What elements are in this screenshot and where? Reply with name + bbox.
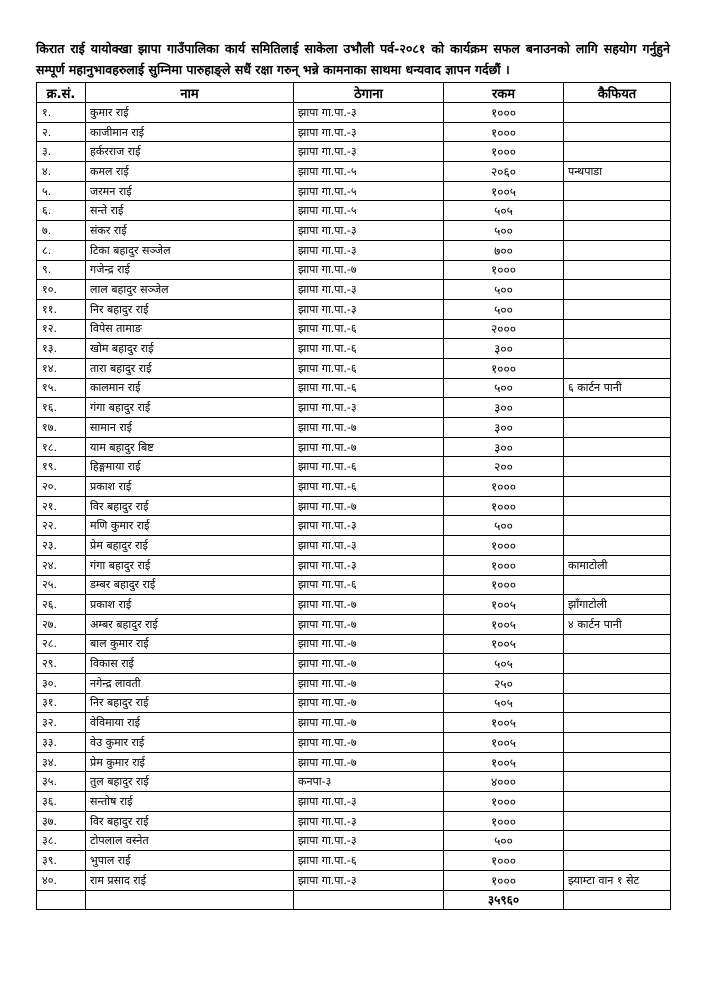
- cell-serial: १५.: [37, 378, 86, 398]
- cell-name: सन्ते राई: [86, 201, 294, 221]
- cell-name: लाल बहादुर सञ्जेल: [86, 280, 294, 300]
- cell-address: झापा गा.पा.-५: [294, 201, 444, 221]
- donor-table: [36, 82, 671, 910]
- cell-amount: १०००: [444, 358, 564, 378]
- cell-address: कनपा-३: [294, 772, 444, 792]
- table-row: [37, 595, 671, 615]
- cell-amount: २०००: [444, 319, 564, 339]
- cell-name: हिङ्गमाया राई: [86, 457, 294, 477]
- cell-amount: ३००: [444, 437, 564, 457]
- cell-serial: १७.: [37, 418, 86, 438]
- table-row: [37, 240, 671, 260]
- cell-address: झापा गा.पा.-७: [294, 713, 444, 733]
- cell-serial: ११.: [37, 299, 86, 319]
- cell-remarks: [564, 181, 671, 201]
- table-row: [37, 693, 671, 713]
- cell-remarks: [564, 654, 671, 674]
- cell-remarks: [564, 752, 671, 772]
- cell-address: झापा गा.पा.-६: [294, 575, 444, 595]
- total-blank-5: [564, 890, 671, 910]
- cell-serial: ३८.: [37, 831, 86, 851]
- cell-remarks: [564, 772, 671, 792]
- cell-amount: ५००: [444, 831, 564, 851]
- cell-amount: १०००: [444, 103, 564, 123]
- table-row: [37, 477, 671, 497]
- cell-remarks: झ्याम्टा वान १ सेट: [564, 870, 671, 890]
- cell-amount: ५००: [444, 280, 564, 300]
- cell-remarks: [564, 142, 671, 162]
- cell-remarks: [564, 634, 671, 654]
- table-row: [37, 201, 671, 221]
- cell-remarks: [564, 260, 671, 280]
- cell-address: झापा गा.पा.-३: [294, 792, 444, 812]
- cell-serial: ९.: [37, 260, 86, 280]
- cell-amount: ५००: [444, 299, 564, 319]
- table-header-row: [37, 83, 671, 103]
- cell-remarks: [564, 496, 671, 516]
- cell-address: झापा गा.पा.-३: [294, 122, 444, 142]
- cell-name: प्रकाश राई: [86, 477, 294, 497]
- cell-amount: ३००: [444, 418, 564, 438]
- cell-address: झापा गा.पा.-५: [294, 181, 444, 201]
- header-address: ठेगाना: [294, 83, 444, 103]
- cell-address: झापा गा.पा.-७: [294, 634, 444, 654]
- cell-amount: ५०५: [444, 693, 564, 713]
- cell-name: गंगा बहादुर राई: [86, 398, 294, 418]
- cell-address: झापा गा.पा.-७: [294, 496, 444, 516]
- cell-remarks: [564, 831, 671, 851]
- table-row: [37, 260, 671, 280]
- document-page: [36, 38, 670, 910]
- table-row: [37, 496, 671, 516]
- cell-amount: ३००: [444, 398, 564, 418]
- cell-amount: ५०५: [444, 654, 564, 674]
- header-remarks: कैफियत: [564, 83, 671, 103]
- cell-amount: ५००: [444, 516, 564, 536]
- cell-serial: २८.: [37, 634, 86, 654]
- cell-amount: २०६०: [444, 162, 564, 182]
- cell-serial: ३६.: [37, 792, 86, 812]
- cell-serial: २३.: [37, 536, 86, 556]
- cell-serial: २५.: [37, 575, 86, 595]
- header-serial: क्र.सं.: [37, 83, 86, 103]
- cell-name: गजेन्द्र राई: [86, 260, 294, 280]
- cell-name: तुल बहादुर राई: [86, 772, 294, 792]
- cell-remarks: कामाटोली: [564, 555, 671, 575]
- cell-remarks: [564, 733, 671, 753]
- cell-address: झापा गा.पा.-३: [294, 811, 444, 831]
- cell-address: झापा गा.पा.-३: [294, 536, 444, 556]
- total-amount: ३५९६०: [444, 890, 564, 910]
- cell-amount: १००५: [444, 181, 564, 201]
- cell-address: झापा गा.पा.-७: [294, 752, 444, 772]
- table-row: [37, 142, 671, 162]
- cell-remarks: ४ कार्टन पानी: [564, 614, 671, 634]
- cell-address: झापा गा.पा.-६: [294, 339, 444, 359]
- cell-name: टोपलाल वस्नेत: [86, 831, 294, 851]
- cell-remarks: [564, 299, 671, 319]
- cell-amount: १०००: [444, 122, 564, 142]
- cell-name: गंगा बहादुर राई: [86, 555, 294, 575]
- cell-serial: २०.: [37, 477, 86, 497]
- cell-name: विकास राई: [86, 654, 294, 674]
- cell-name: विर बहादुर राई: [86, 811, 294, 831]
- cell-serial: ३२.: [37, 713, 86, 733]
- cell-address: झापा गा.पा.-३: [294, 831, 444, 851]
- cell-address: झापा गा.पा.-७: [294, 614, 444, 634]
- cell-name: बाल कुमार राई: [86, 634, 294, 654]
- cell-remarks: [564, 418, 671, 438]
- table-row: [37, 713, 671, 733]
- cell-address: झापा गा.पा.-३: [294, 299, 444, 319]
- cell-name: विपेस तामाङ: [86, 319, 294, 339]
- cell-serial: १३.: [37, 339, 86, 359]
- cell-name: डम्बर बहादुर राई: [86, 575, 294, 595]
- cell-amount: ४०००: [444, 772, 564, 792]
- cell-address: झापा गा.पा.-३: [294, 555, 444, 575]
- document-heading: किरात राई यायोक्खा झापा गाउँपालिका कार्य समितिलाई साकेला उभौली पर्व-२०८१ को कार्यक्रम सफल बनाउनको लागि सहयोग गर्नुहुने सम्पूर्ण महानुभावहरुलाई सुम्निमा पारुहाङ्ले सधैं रक्षा गरुन् भन्ने कामनाका साथमा धन्यवाद ज्ञापन गर्दछौं ।: [36, 41, 670, 77]
- cell-amount: १००५: [444, 634, 564, 654]
- cell-amount: १०००: [444, 142, 564, 162]
- cell-name: मणि कुमार राई: [86, 516, 294, 536]
- cell-serial: ३३.: [37, 733, 86, 753]
- total-row: [37, 890, 671, 910]
- cell-serial: १४.: [37, 358, 86, 378]
- cell-address: झापा गा.पा.-६: [294, 378, 444, 398]
- cell-name: वेउ कुमार राई: [86, 733, 294, 753]
- cell-name: निर बहादुर राई: [86, 693, 294, 713]
- header-name: नाम: [86, 83, 294, 103]
- table-row: [37, 870, 671, 890]
- cell-serial: १६.: [37, 398, 86, 418]
- cell-serial: २७.: [37, 614, 86, 634]
- cell-name: हर्करराज राई: [86, 142, 294, 162]
- cell-amount: १००५: [444, 713, 564, 733]
- table-row: [37, 555, 671, 575]
- cell-remarks: [564, 398, 671, 418]
- cell-serial: ३०.: [37, 673, 86, 693]
- cell-address: झापा गा.पा.-६: [294, 851, 444, 871]
- table-row: [37, 358, 671, 378]
- table-row: [37, 673, 671, 693]
- cell-address: झापा गा.पा.-३: [294, 240, 444, 260]
- cell-remarks: [564, 339, 671, 359]
- cell-remarks: [564, 319, 671, 339]
- table-body: [37, 103, 671, 891]
- cell-name: सामान राई: [86, 418, 294, 438]
- cell-amount: २५०: [444, 673, 564, 693]
- cell-remarks: [564, 457, 671, 477]
- cell-serial: ५.: [37, 181, 86, 201]
- table-row: [37, 811, 671, 831]
- table-row: [37, 221, 671, 241]
- cell-amount: १०००: [444, 477, 564, 497]
- cell-address: झापा गा.पा.-३: [294, 870, 444, 890]
- cell-serial: ८.: [37, 240, 86, 260]
- cell-address: झापा गा.पा.-७: [294, 693, 444, 713]
- cell-address: झापा गा.पा.-५: [294, 162, 444, 182]
- cell-remarks: [564, 673, 671, 693]
- cell-serial: १०.: [37, 280, 86, 300]
- cell-amount: १०००: [444, 792, 564, 812]
- table-row: [37, 122, 671, 142]
- cell-remarks: [564, 358, 671, 378]
- cell-address: झापा गा.पा.-७: [294, 595, 444, 615]
- cell-amount: १०००: [444, 870, 564, 890]
- total-blank-3: [294, 890, 444, 910]
- table-row: [37, 339, 671, 359]
- table-row: [37, 614, 671, 634]
- cell-amount: १००५: [444, 752, 564, 772]
- table-row: [37, 516, 671, 536]
- cell-amount: १०००: [444, 260, 564, 280]
- cell-address: झापा गा.पा.-७: [294, 260, 444, 280]
- cell-name: कुमार राई: [86, 103, 294, 123]
- cell-serial: ४०.: [37, 870, 86, 890]
- cell-amount: १०००: [444, 811, 564, 831]
- cell-remarks: [564, 693, 671, 713]
- table-row: [37, 181, 671, 201]
- cell-amount: ३००: [444, 339, 564, 359]
- cell-amount: १०००: [444, 851, 564, 871]
- cell-name: प्रेम बहादुर राई: [86, 536, 294, 556]
- cell-address: झापा गा.पा.-३: [294, 221, 444, 241]
- cell-remarks: [564, 240, 671, 260]
- cell-serial: २.: [37, 122, 86, 142]
- table-row: [37, 536, 671, 556]
- cell-remarks: [564, 575, 671, 595]
- table-row: [37, 103, 671, 123]
- cell-remarks: [564, 477, 671, 497]
- cell-name: खोम बहादुर राई: [86, 339, 294, 359]
- table-row: [37, 437, 671, 457]
- cell-name: टिका बहादुर सञ्जेल: [86, 240, 294, 260]
- table-row: [37, 831, 671, 851]
- cell-remarks: [564, 792, 671, 812]
- cell-serial: ३९.: [37, 851, 86, 871]
- total-blank-1: [37, 890, 86, 910]
- cell-address: झापा गा.पा.-६: [294, 319, 444, 339]
- cell-remarks: [564, 811, 671, 831]
- cell-name: नगेन्द्र लावती: [86, 673, 294, 693]
- cell-serial: २४.: [37, 555, 86, 575]
- cell-amount: १०००: [444, 536, 564, 556]
- cell-serial: १९.: [37, 457, 86, 477]
- table-row: [37, 162, 671, 182]
- cell-address: झापा गा.पा.-३: [294, 280, 444, 300]
- cell-name: भुपाल राई: [86, 851, 294, 871]
- cell-amount: १००५: [444, 733, 564, 753]
- cell-name: याम बहादुर बिष्ट: [86, 437, 294, 457]
- table-row: [37, 280, 671, 300]
- cell-remarks: [564, 103, 671, 123]
- table-row: [37, 575, 671, 595]
- cell-address: झापा गा.पा.-३: [294, 142, 444, 162]
- cell-address: झापा गा.पा.-७: [294, 418, 444, 438]
- cell-serial: १.: [37, 103, 86, 123]
- cell-amount: १००५: [444, 614, 564, 634]
- cell-serial: २२.: [37, 516, 86, 536]
- table-row: [37, 299, 671, 319]
- cell-address: झापा गा.पा.-३: [294, 398, 444, 418]
- cell-serial: २१.: [37, 496, 86, 516]
- table-row: [37, 654, 671, 674]
- cell-name: काजीमान राई: [86, 122, 294, 142]
- cell-amount: ७००: [444, 240, 564, 260]
- cell-name: प्रकाश राई: [86, 595, 294, 615]
- cell-address: झापा गा.पा.-७: [294, 673, 444, 693]
- cell-remarks: [564, 536, 671, 556]
- cell-name: प्रेम कुमार राई: [86, 752, 294, 772]
- table-row: [37, 418, 671, 438]
- cell-name: वेविमाया राई: [86, 713, 294, 733]
- cell-name: जरमन राई: [86, 181, 294, 201]
- cell-serial: ३४.: [37, 752, 86, 772]
- table-row: [37, 319, 671, 339]
- cell-remarks: ६ कार्टन पानी: [564, 378, 671, 398]
- table-row: [37, 378, 671, 398]
- cell-serial: ३५.: [37, 772, 86, 792]
- cell-name: राम प्रसाद राई: [86, 870, 294, 890]
- cell-serial: २६.: [37, 595, 86, 615]
- cell-remarks: [564, 201, 671, 221]
- cell-name: तारा बहादुर राई: [86, 358, 294, 378]
- table-row: [37, 634, 671, 654]
- table-row: [37, 457, 671, 477]
- cell-serial: ३७.: [37, 811, 86, 831]
- table-row: [37, 792, 671, 812]
- header-amount: रकम: [444, 83, 564, 103]
- cell-amount: ५००: [444, 221, 564, 241]
- cell-amount: २००: [444, 457, 564, 477]
- cell-address: झापा गा.पा.-६: [294, 358, 444, 378]
- cell-amount: १००५: [444, 595, 564, 615]
- cell-address: झापा गा.पा.-६: [294, 477, 444, 497]
- cell-amount: १०००: [444, 555, 564, 575]
- table-row: [37, 733, 671, 753]
- cell-remarks: [564, 713, 671, 733]
- cell-serial: १२.: [37, 319, 86, 339]
- cell-name: सन्तोष राई: [86, 792, 294, 812]
- table-row: [37, 851, 671, 871]
- cell-remarks: [564, 437, 671, 457]
- cell-name: कालमान राई: [86, 378, 294, 398]
- cell-amount: ५००: [444, 378, 564, 398]
- cell-serial: ३१.: [37, 693, 86, 713]
- total-blank-2: [86, 890, 294, 910]
- cell-serial: १८.: [37, 437, 86, 457]
- cell-remarks: [564, 122, 671, 142]
- cell-serial: ४.: [37, 162, 86, 182]
- table-row: [37, 772, 671, 792]
- cell-remarks: झाँगाटोली: [564, 595, 671, 615]
- cell-name: संकर राई: [86, 221, 294, 241]
- cell-serial: ६.: [37, 201, 86, 221]
- cell-name: कमल राई: [86, 162, 294, 182]
- table-row: [37, 398, 671, 418]
- cell-amount: १०००: [444, 575, 564, 595]
- cell-remarks: [564, 221, 671, 241]
- table-row: [37, 752, 671, 772]
- cell-serial: ७.: [37, 221, 86, 241]
- cell-address: झापा गा.पा.-७: [294, 733, 444, 753]
- cell-address: झापा गा.पा.-३: [294, 516, 444, 536]
- cell-address: झापा गा.पा.-७: [294, 437, 444, 457]
- cell-serial: ३.: [37, 142, 86, 162]
- cell-amount: ५०५: [444, 201, 564, 221]
- cell-serial: २९.: [37, 654, 86, 674]
- cell-remarks: पन्थपाडा: [564, 162, 671, 182]
- cell-amount: १०००: [444, 496, 564, 516]
- cell-name: निर बहादुर राई: [86, 299, 294, 319]
- cell-address: झापा गा.पा.-६: [294, 457, 444, 477]
- cell-remarks: [564, 280, 671, 300]
- cell-remarks: [564, 516, 671, 536]
- cell-name: अम्बर बहादुर राई: [86, 614, 294, 634]
- cell-address: झापा गा.पा.-३: [294, 103, 444, 123]
- cell-address: झापा गा.पा.-७: [294, 654, 444, 674]
- cell-name: विर बहादुर राई: [86, 496, 294, 516]
- cell-remarks: [564, 851, 671, 871]
